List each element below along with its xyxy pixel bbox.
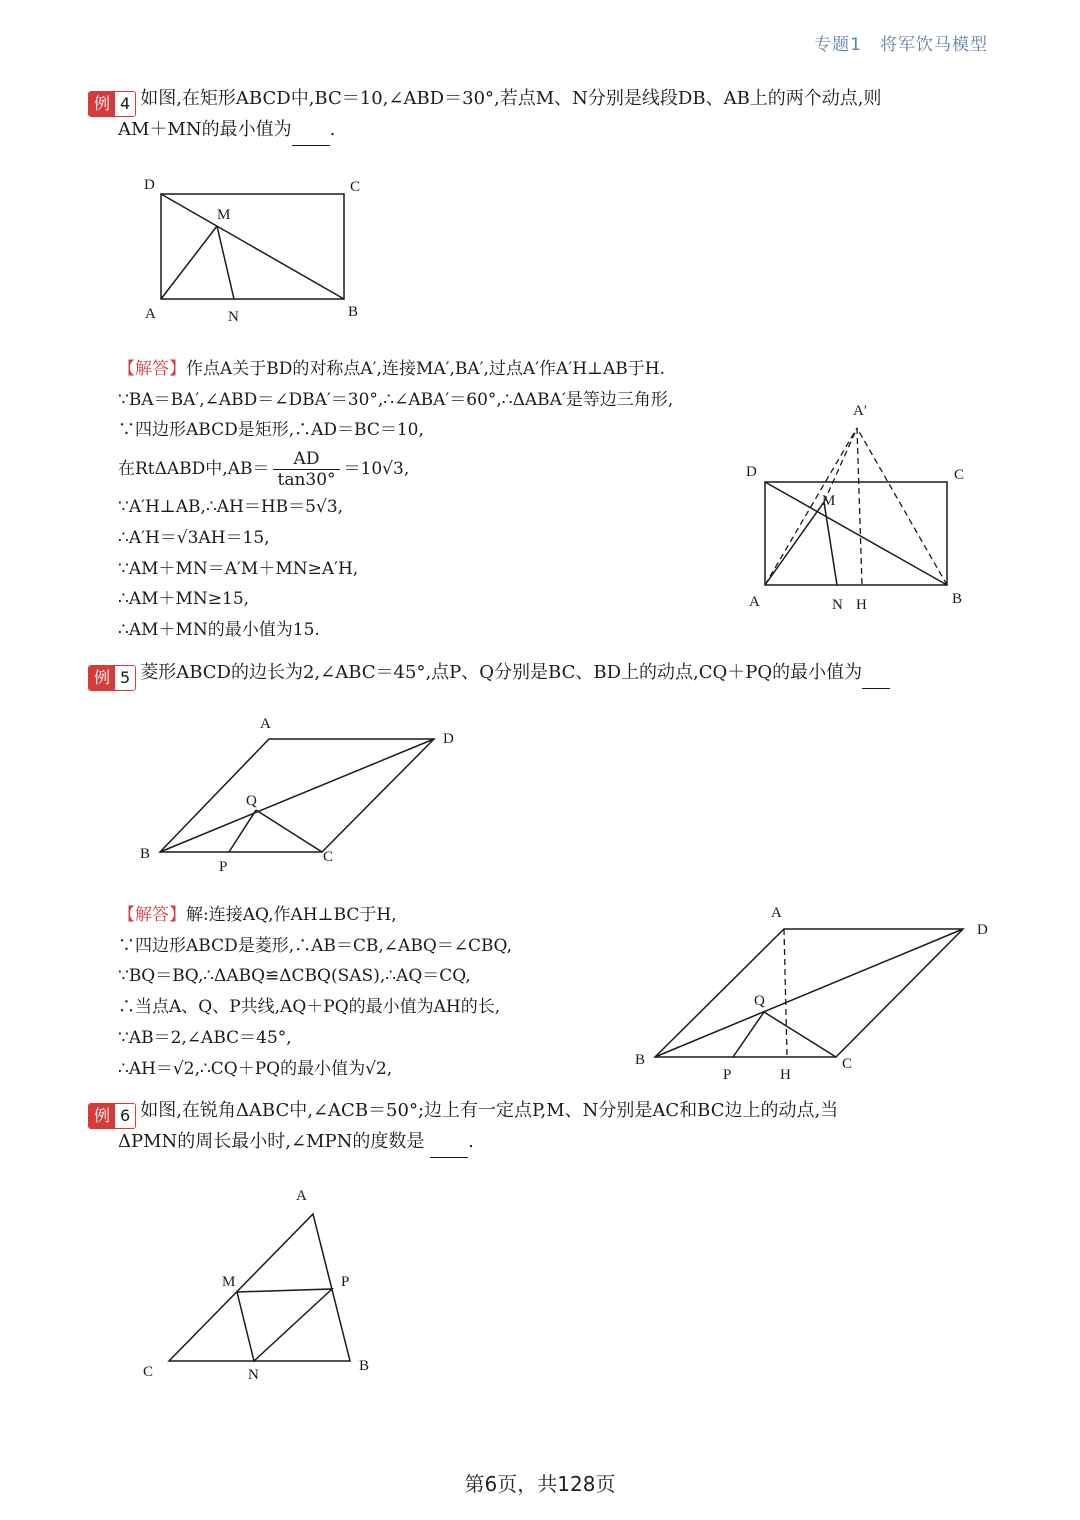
label-c: C [323, 849, 334, 865]
label-d: D [144, 177, 155, 193]
diagonal-db [765, 482, 947, 585]
example-5-solution: 【解答】解:连接AQ,作AH⊥BC于H, ∵四边形ABCD是菱形,∴AB＝CB,∠ABQ＝∠CBQ, ∵BQ＝BQ,∴ΔABQ≌ΔCBQ(SAS),∴AQ＝CQ, ∴当点A、Q、P共线,AQ＋PQ的最小值为AH的长, ∵AB＝2,∠ABC＝45°, ∴AH＝√2,∴CQ＋PQ的最小值为√2, [118, 905, 512, 1079]
answer-blank [430, 1127, 468, 1158]
segment-mn [824, 502, 837, 585]
example-5-question: 例 5 菱形ABCD的边长为2,∠ABC＝45°,点P、Q分别是BC、BD上的动点,CQ＋PQ的最小值为 [88, 658, 890, 691]
label-b: B [348, 304, 359, 320]
example-6-badge: 例 6 [88, 1103, 136, 1129]
triangle-abc [169, 1214, 350, 1361]
label-a: A [771, 905, 782, 921]
label-m: M [222, 1274, 236, 1290]
label-a: A [749, 594, 760, 610]
example-4-badge: 例 4 [88, 91, 136, 117]
dashed-ah [784, 929, 787, 1057]
label-b: B [359, 1358, 370, 1374]
label-a: A [145, 306, 156, 322]
label-a: A [260, 716, 271, 732]
label-q: Q [246, 793, 257, 809]
example-4-figure-rectangle [130, 168, 380, 328]
solution-label: 【解答】 [118, 359, 186, 379]
label-n: N [832, 597, 843, 613]
label-p: P [341, 1274, 350, 1290]
diagonal-bd [655, 929, 963, 1057]
label-d: D [977, 922, 988, 938]
label-n: N [248, 1367, 259, 1383]
example-6-question-line1: 例 6 如图,在锐角ΔABC中,∠ACB＝50°;边上有一定点P,M、N分别是AC和BC边上的动点,当 [88, 1096, 838, 1129]
dashed-aa-prime [765, 428, 857, 585]
label-c: C [350, 179, 361, 195]
example-5-solution-figure [630, 900, 1000, 1090]
dashed-ma-prime [824, 428, 857, 502]
label-d: D [443, 731, 454, 747]
page-header: 专题1 将军饮马模型 [814, 35, 988, 55]
label-b: B [635, 1052, 646, 1068]
label-a-prime: A′ [853, 403, 868, 419]
label-b: B [140, 846, 151, 862]
diagonal-bd [160, 739, 434, 852]
example-4-solution: 【解答】作点A关于BD的对称点A′,连接MA′,BA′,过点A′作A′H⊥AB于H. ∵BA＝BA′,∠ABD＝∠DBA′＝30°,∴∠ABA′＝60°,∴ΔABA′是等边三角形, ∵四边形ABCD是矩形,∴AD＝BC＝10, 在RtΔABD中,AB＝ $\frac{AD}{\tan 30^\circ}$ ＝10√3, ∵A′H⊥AB,∴AH＝HB＝5√3, ∴A′H＝√3AH＝15, ∵AM＋MN＝A′M＋MN≥A′H, ∴AM＋MN≥15, ∴AM＋MN的最小值为15. [118, 359, 674, 640]
segment-qc [256, 810, 322, 852]
diagonal-db [161, 194, 344, 299]
answer-blank [292, 115, 330, 146]
example-4-question-line1: 例 4 如图,在矩形ABCD中,BC＝10,∠ABD＝30°,若点M、N分别是线段DB、AB上的两个动点,则 [88, 84, 882, 117]
answer-blank [862, 658, 890, 689]
example-5-figure-rhombus [130, 710, 470, 880]
label-d: D [746, 464, 757, 480]
label-m: M [822, 493, 836, 509]
label-c: C [954, 467, 965, 483]
label-a: A [296, 1188, 307, 1204]
segment-qc [764, 1012, 836, 1057]
solution-label: 【解答】 [118, 905, 186, 925]
fraction: $\frac{AD}{\tan 30^\circ}$ [273, 449, 339, 490]
example-5-badge: 例 5 [88, 665, 136, 691]
example-4-question-line2: AM＋MN的最小值为 . [118, 115, 335, 146]
label-c: C [143, 1364, 154, 1380]
segment-mn [217, 226, 234, 299]
label-p: P [723, 1067, 732, 1083]
segment-qp [229, 810, 256, 852]
segment-am [765, 502, 824, 585]
page-footer: 第6页，共128页 [464, 1472, 616, 1496]
segment-am [161, 226, 217, 299]
example-4-solution-figure [740, 398, 980, 618]
triangle-pmn [237, 1289, 332, 1361]
label-h: H [780, 1067, 791, 1083]
label-m: M [217, 207, 231, 223]
label-c: C [842, 1056, 853, 1072]
label-n: N [228, 309, 239, 325]
label-h: H [856, 597, 867, 613]
example-6-question-line2: ΔPMN的周长最小时,∠MPN的度数是 . [118, 1127, 474, 1158]
example-6-figure-triangle [130, 1180, 390, 1390]
dashed-a-prime-h [857, 428, 862, 585]
label-b: B [952, 591, 963, 607]
dashed-ba-prime [857, 428, 947, 585]
label-q: Q [754, 993, 765, 1009]
label-p: P [219, 859, 228, 875]
